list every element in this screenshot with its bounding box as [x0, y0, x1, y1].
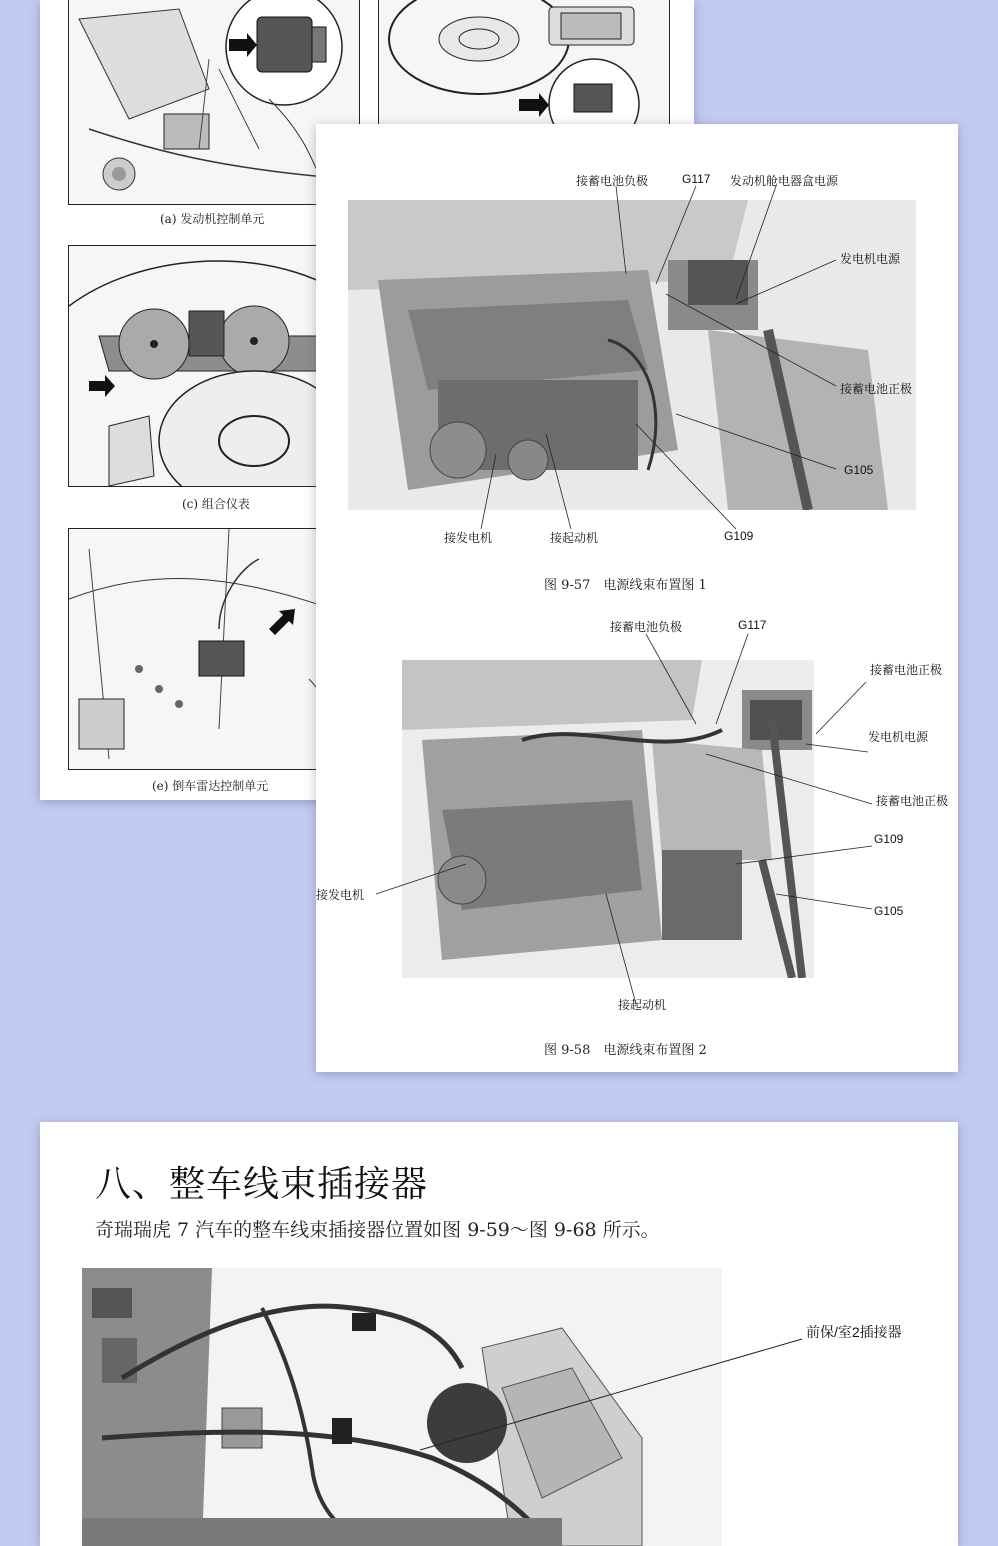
- caption-e: (e) 倒车雷达控制单元: [152, 779, 269, 793]
- f57-label-engine-box-power: 发动机舱电器盒电源: [730, 174, 839, 188]
- f58-label-to-alternator: 接发电机: [316, 888, 365, 902]
- f58-label-g117: G117: [738, 618, 767, 632]
- section-heading: 八、整车线束插接器: [95, 1164, 429, 1205]
- caption-a: (a) 发动机控制单元: [160, 212, 265, 226]
- f57-label-g117: G117: [682, 172, 711, 186]
- f58-label-battery-positive-2: 接蓄电池正极: [876, 794, 949, 808]
- f57-label-g109: G109: [724, 529, 754, 543]
- f57-label-g105: G105: [844, 463, 874, 477]
- f58-label-g105: G105: [874, 904, 904, 918]
- f57-label-battery-negative: 接蓄电池负极: [576, 174, 649, 188]
- figure-57-caption: 图 9-57 电源线束布置图 1: [544, 578, 707, 593]
- figure-58-caption: 图 9-58 电源线束布置图 2: [544, 1043, 707, 1058]
- f58-label-alternator-power: 发电机电源: [868, 730, 929, 744]
- section-intro: 奇瑞瑞虎 7 汽车的整车线束插接器位置如图 9-59～图 9-68 所示。: [95, 1219, 660, 1241]
- f58-label-g109: G109: [874, 832, 904, 846]
- f58-label-to-starter: 接起动机: [618, 998, 667, 1012]
- figure-b-steering: [378, 0, 670, 125]
- f57-label-to-alternator: 接发电机: [444, 531, 493, 545]
- caption-c: (c) 组合仪表: [182, 497, 250, 511]
- f57-label-to-starter: 接起动机: [550, 531, 599, 545]
- f57-label-battery-positive: 接蓄电池正极: [840, 382, 913, 396]
- f58-label-battery-negative: 接蓄电池负极: [610, 620, 683, 634]
- f57-label-alternator-power: 发电机电源: [840, 252, 901, 266]
- callout-front-bumper-connector: 前保/室2插接器: [806, 1324, 902, 1340]
- figure-58-leader-lines: [316, 604, 958, 1024]
- f58-label-battery-positive-1: 接蓄电池正极: [870, 663, 943, 677]
- section-page: [40, 1122, 958, 1546]
- steering-drawing: [379, 0, 669, 124]
- front-page: [316, 124, 958, 1072]
